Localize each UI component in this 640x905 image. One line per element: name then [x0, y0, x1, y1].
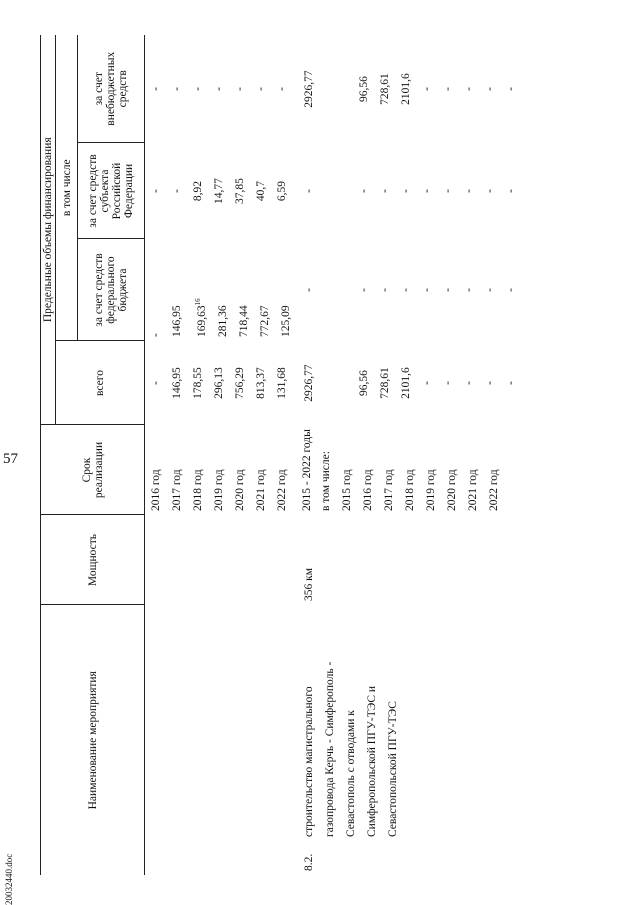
cont-extra [145, 35, 298, 143]
cont_rows-extra-cell: - [213, 87, 225, 91]
footnote-marker: 16 [194, 298, 202, 306]
item-including-label: в том числе: [319, 451, 332, 511]
cont_rows-extra-cell: - [150, 87, 162, 91]
cont_rows-term-cell: 2018 год [192, 469, 204, 511]
cont_rows-regional-cell: 8,92 [192, 180, 204, 202]
cont_rows-federal-cell [188, 243, 213, 337]
item-terms [298, 425, 523, 515]
header-capacity: Мощность [41, 515, 145, 605]
cont_rows-total-cell: 131,68 [276, 367, 288, 399]
cont_rows-term-cell: 2019 год [213, 469, 225, 511]
item-extras [298, 35, 523, 143]
cont_rows-extra-cell: - [255, 87, 267, 91]
cont_rows-total-cell: 756,29 [234, 367, 246, 399]
item-number: 8.2. [302, 853, 315, 871]
item_rows-regional-cell: - [441, 189, 454, 193]
cont-totals [145, 341, 298, 425]
item_rows-federal-cell: - [462, 288, 475, 292]
item_rows-term-cell: 2022 год [487, 469, 500, 511]
header-name: Наименование мероприятия [41, 605, 145, 875]
cont_rows-regional-cell: - [150, 189, 162, 193]
item-federal: - [302, 288, 315, 292]
item_rows-term-cell: 2017 год [382, 469, 395, 511]
item_rows-regional-cell: - [420, 189, 433, 193]
cont_rows-total-cell: - [150, 381, 162, 385]
item_rows-total-cell: 728,61 [378, 367, 391, 399]
item_rows-extra-cell: - [420, 87, 433, 91]
item_rows-regional-cell: - [462, 189, 475, 193]
cont_rows-extra-cell: - [171, 87, 183, 91]
cont-federal [145, 239, 298, 341]
cont_rows-extra-cell: - [192, 87, 204, 91]
item_rows-total-cell: - [504, 381, 517, 385]
item_rows-regional-cell: - [378, 189, 391, 193]
item_rows-term-cell: 2016 год [361, 469, 374, 511]
item_rows-extra-cell: 96,56 [357, 76, 370, 102]
item_rows-federal-cell: - [441, 288, 454, 292]
cont_rows-total-cell: 296,13 [213, 367, 225, 399]
item_rows-regional-cell: - [483, 189, 496, 193]
header-regional: за счет средств субъекта Российской Федерации [78, 143, 145, 239]
item-extra: 2926,77 [302, 70, 315, 108]
cont_rows-term-cell: 2016 год [150, 469, 162, 511]
cont_rows-federal-cell: 146,95 [171, 305, 183, 337]
cont_rows-federal-cell: 772,67 [258, 305, 271, 337]
cont_rows-regional-cell: 14,77 [213, 178, 225, 204]
document-id: 20032440.doc [4, 853, 14, 905]
item-term: 2015 - 2022 годы [300, 429, 313, 511]
cont_rows-federal-value: 169,63 [195, 305, 208, 337]
cont_rows-federal-cell: - [150, 333, 162, 337]
header-limits: Предельные объемы финансирования [41, 35, 56, 425]
item_rows-term-cell: 2018 год [403, 469, 416, 511]
cont_rows-federal-cell: 125,09 [279, 305, 292, 337]
item_rows-term-cell: 2015 год [340, 469, 353, 511]
cont_rows-total-cell: 146,95 [171, 367, 183, 399]
item_rows-extra-cell: - [504, 87, 517, 91]
continuation-block [145, 35, 298, 875]
item-capacity: 356 км [302, 568, 315, 601]
item_rows-extra-cell: 728,61 [378, 73, 391, 105]
item_rows-term-cell: 2020 год [445, 469, 458, 511]
header-extrabudget: за счет внебюджетных средств [78, 35, 145, 143]
cont_rows-federal-cell: 718,44 [237, 305, 250, 337]
item_rows-federal-cell: - [483, 288, 496, 292]
item_rows-extra-cell: 2101,6 [399, 73, 412, 105]
item_rows-federal-cell: - [378, 288, 391, 292]
item_rows-federal-cell: - [420, 288, 433, 292]
cont_rows-regional-cell: 40,7 [255, 180, 267, 202]
cont_rows-term-cell: 2017 год [171, 469, 183, 511]
financing-table [40, 35, 523, 875]
item_rows-regional-cell: - [357, 189, 370, 193]
item_rows-total-cell: - [441, 381, 454, 385]
page-number: 57 [3, 451, 18, 467]
item-row [298, 35, 523, 875]
cont_rows-term-cell: 2021 год [255, 469, 267, 511]
table-body [145, 35, 523, 875]
item_rows-total-cell: 2101,6 [399, 367, 412, 399]
item_rows-regional-cell: - [399, 189, 412, 193]
item_rows-term-cell: 2021 год [466, 469, 479, 511]
header-including: в том числе [56, 35, 78, 341]
item-regional: - [302, 189, 315, 193]
item_rows-federal-cell: - [504, 288, 517, 292]
item-total: 2926,77 [302, 364, 315, 402]
header-term: Срок реализации [41, 425, 145, 515]
item_rows-term-cell: 2019 год [424, 469, 437, 511]
item_rows-total-cell: 96,56 [357, 370, 370, 396]
item_rows-federal-cell: - [357, 288, 370, 292]
item_rows-total-cell: - [420, 381, 433, 385]
item_rows-extra-cell: - [441, 87, 454, 91]
cont_rows-extra-cell: - [276, 87, 288, 91]
header-total: всего [56, 341, 145, 425]
cont_rows-total-cell: 813,37 [255, 367, 267, 399]
cont_rows-term-cell: 2022 год [276, 469, 288, 511]
item_rows-extra-cell: - [462, 87, 475, 91]
cont_rows-regional-cell: 6,59 [276, 180, 288, 202]
header-federal: за счет средств федерального бюджета [78, 239, 145, 341]
cont_rows-total-cell: 178,55 [192, 367, 204, 399]
cont_rows-regional-cell: 37,85 [234, 178, 246, 204]
item_rows-federal-cell: - [399, 288, 412, 292]
item-regionals [298, 143, 523, 239]
item-totals [298, 341, 523, 425]
cont-regional [145, 143, 298, 239]
item-federals [298, 239, 523, 341]
item_rows-total-cell: - [462, 381, 475, 385]
cont_rows-regional-cell: - [171, 189, 183, 193]
cont_rows-extra-cell: - [234, 87, 246, 91]
cont_rows-federal-cell: 281,36 [216, 305, 229, 337]
cont-terms [145, 425, 298, 515]
item_rows-total-cell: - [483, 381, 496, 385]
item_rows-regional-cell: - [504, 189, 517, 193]
item-name: строительство магистрального газопровода Керчь - Симферополь - Севастополь с отводами к Симферопольской ПГУ-ТЭС и Севастопольской ПГУ-ТЭС [302, 661, 399, 837]
item_rows-extra-cell: - [483, 87, 496, 91]
cont_rows-term-cell: 2020 год [234, 469, 246, 511]
